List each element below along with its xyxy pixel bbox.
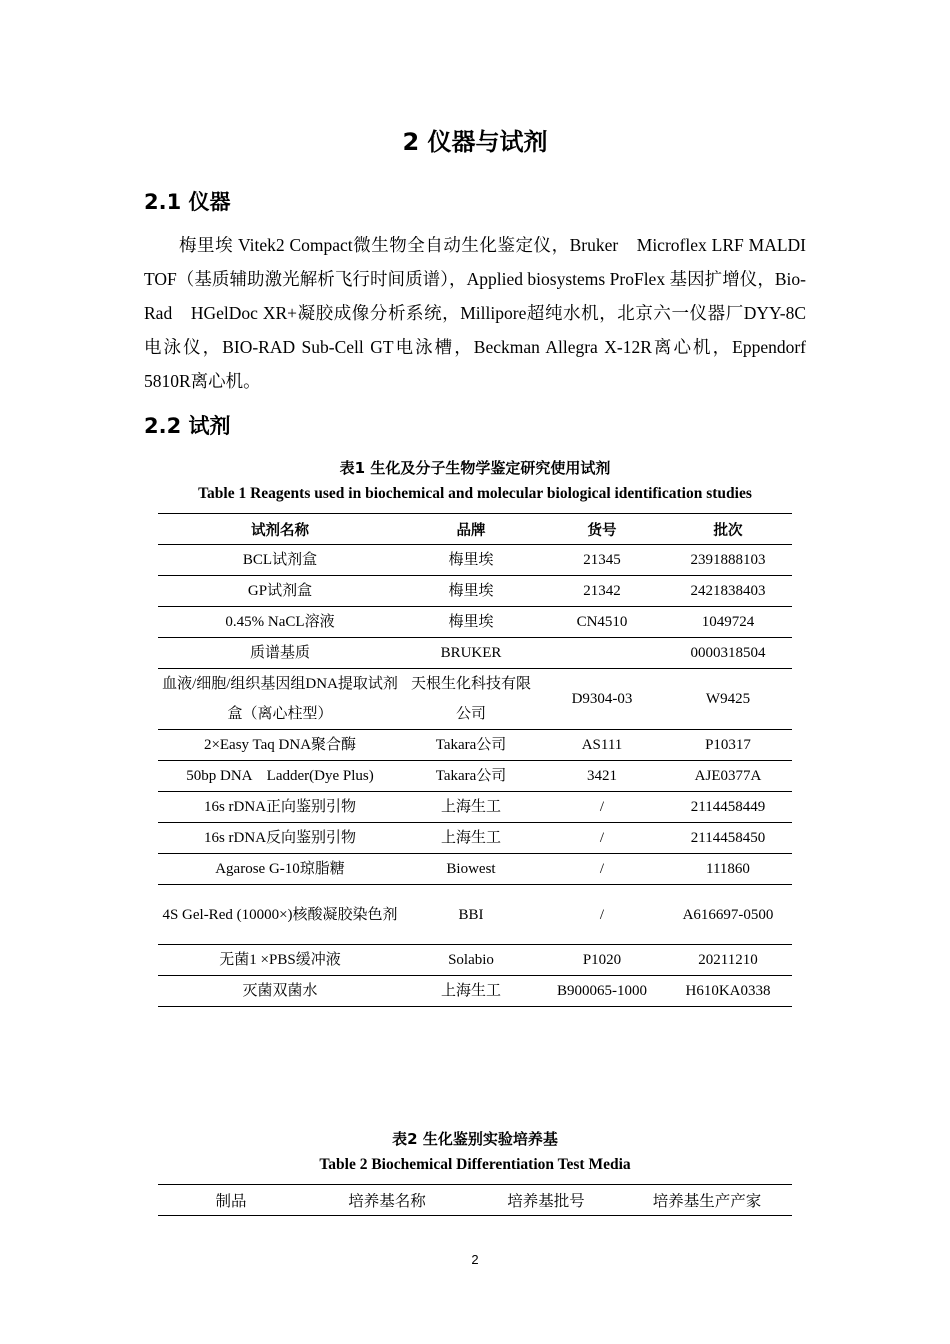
cell-reagent: 质谱基质 xyxy=(158,638,402,669)
cell-brand: 上海生工 xyxy=(402,792,540,823)
table-row xyxy=(158,885,792,945)
section-heading-reagents: 2.2 试剂 xyxy=(144,414,231,438)
cell-catalog: B900065-1000 xyxy=(540,976,664,1007)
cell-reagent: 50bp DNA Ladder(Dye Plus) xyxy=(158,761,402,792)
header-catalog-number: 货号 xyxy=(540,514,664,545)
table-row xyxy=(158,945,792,976)
cell-brand: 上海生工 xyxy=(402,823,540,854)
cell-reagent: 4S Gel-Red (10000×)核酸凝胶染色剂 xyxy=(158,885,402,945)
cell-reagent: 灭菌双菌水 xyxy=(158,976,402,1007)
cell-lot: 1049724 xyxy=(664,607,792,638)
cell-lot: 2421838403 xyxy=(664,576,792,607)
cell-reagent: 2×Easy Taq DNA聚合酶 xyxy=(158,730,402,761)
header-medium-lot: 培养基批号 xyxy=(470,1185,622,1216)
header-product: 制品 xyxy=(158,1185,304,1216)
table-row xyxy=(158,576,792,607)
cell-brand: 梅里埃 xyxy=(402,607,540,638)
table-row xyxy=(158,730,792,761)
table-header-row xyxy=(158,1185,792,1216)
cell-brand: 梅里埃 xyxy=(402,545,540,576)
table-row xyxy=(158,976,792,1007)
cell-reagent: 16s rDNA反向鉴别引物 xyxy=(158,823,402,854)
cell-lot: 0000318504 xyxy=(664,638,792,669)
table-row xyxy=(158,607,792,638)
cell-catalog: D9304-03 xyxy=(540,669,664,730)
table1-caption-cn: 表1 生化及分子生物学鉴定研究使用试剂 xyxy=(339,459,611,477)
cell-lot: A616697-0500 xyxy=(664,885,792,945)
cell-catalog: 3421 xyxy=(540,761,664,792)
cell-reagent: Agarose G-10琼脂糖 xyxy=(158,854,402,885)
cell-brand: 上海生工 xyxy=(402,976,540,1007)
cell-brand: Biowest xyxy=(402,854,540,885)
cell-catalog: P1020 xyxy=(540,945,664,976)
cell-reagent: 无菌1 ×PBS缓冲液 xyxy=(158,945,402,976)
cell-catalog xyxy=(540,638,664,669)
header-brand: 品牌 xyxy=(402,514,540,545)
cell-lot: 2114458449 xyxy=(664,792,792,823)
header-medium-name: 培养基名称 xyxy=(304,1185,470,1216)
cell-brand: 天根生化科技有限公司 xyxy=(402,669,540,730)
cell-lot: 111860 xyxy=(664,854,792,885)
cell-catalog: CN4510 xyxy=(540,607,664,638)
page-number: 2 xyxy=(471,1252,479,1267)
cell-reagent: 16s rDNA正向鉴别引物 xyxy=(158,792,402,823)
cell-reagent: 0.45% NaCL溶液 xyxy=(158,607,402,638)
cell-catalog: AS111 xyxy=(540,730,664,761)
cell-lot: 2391888103 xyxy=(664,545,792,576)
chapter-title: 2 仪器与试剂 xyxy=(402,128,548,156)
cell-catalog: 21345 xyxy=(540,545,664,576)
media-table xyxy=(158,1184,792,1216)
cell-lot: W9425 xyxy=(664,669,792,730)
cell-catalog: / xyxy=(540,823,664,854)
table-row xyxy=(158,854,792,885)
table-row xyxy=(158,669,792,730)
cell-lot: H610KA0338 xyxy=(664,976,792,1007)
table-row xyxy=(158,638,792,669)
cell-lot: AJE0377A xyxy=(664,761,792,792)
cell-lot: 2114458450 xyxy=(664,823,792,854)
cell-catalog: / xyxy=(540,885,664,945)
cell-catalog: 21342 xyxy=(540,576,664,607)
instruments-paragraph: 梅里埃 Vitek2 Compact微生物全自动生化鉴定仪，Bruker Microflex LRF MALDI TOF（基质辅助激光解析飞行时间质谱），Applied biosystems ProFlex 基因扩增仪，Bio-Rad HGelDoc XR+凝胶成像分析系统，Millipore超纯水机，北京六一仪器厂DYY-8C电泳仪，BIO-RAD Sub-Cell GT电泳槽，Beckman Allegra X-12R离心机，Eppendorf 5810R离心机。 xyxy=(144,235,824,391)
table-row xyxy=(158,761,792,792)
cell-catalog: / xyxy=(540,854,664,885)
cell-reagent: 血液/细胞/组织基因组DNA提取试剂盒（离心柱型） xyxy=(158,669,402,730)
cell-lot: P10317 xyxy=(664,730,792,761)
cell-lot: 20211210 xyxy=(664,945,792,976)
cell-reagent: BCL试剂盒 xyxy=(158,545,402,576)
cell-brand: Takara公司 xyxy=(402,730,540,761)
table-row xyxy=(158,545,792,576)
table-row xyxy=(158,823,792,854)
cell-brand: 梅里埃 xyxy=(402,576,540,607)
table-row xyxy=(158,792,792,823)
table2-caption-cn: 表2 生化鉴别实验培养基 xyxy=(392,1130,558,1148)
header-medium-manufacturer: 培养基生产产家 xyxy=(622,1185,792,1216)
table-header-row xyxy=(158,514,792,545)
table1-caption-en: Table 1 Reagents used in biochemical and molecular biological identification studies xyxy=(198,485,752,502)
table2-caption-en: Table 2 Biochemical Differentiation Test Media xyxy=(319,1156,631,1173)
section-heading-instruments: 2.1 仪器 xyxy=(144,190,231,214)
cell-reagent: GP试剂盒 xyxy=(158,576,402,607)
cell-brand: BRUKER xyxy=(402,638,540,669)
cell-brand: BBI xyxy=(402,885,540,945)
cell-brand: Takara公司 xyxy=(402,761,540,792)
header-reagent-name: 试剂名称 xyxy=(158,514,402,545)
header-lot-number: 批次 xyxy=(664,514,792,545)
cell-catalog: / xyxy=(540,792,664,823)
reagents-table xyxy=(158,513,792,1007)
cell-brand: Solabio xyxy=(402,945,540,976)
